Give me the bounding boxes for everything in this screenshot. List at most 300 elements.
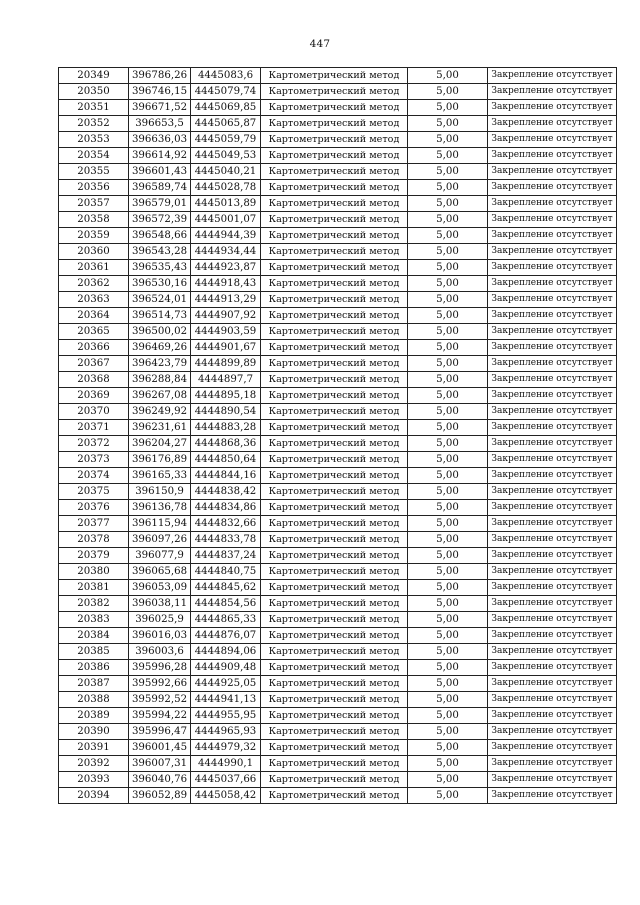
x-coordinate-cell: 396016,03 — [129, 628, 191, 644]
accuracy-cell: 5,00 — [408, 228, 488, 244]
method-cell: Картометрический метод — [261, 468, 408, 484]
accuracy-cell: 5,00 — [408, 100, 488, 116]
fixation-note-cell: Закрепление отсутствует — [488, 324, 617, 340]
accuracy-cell: 5,00 — [408, 404, 488, 420]
table-row — [59, 628, 617, 644]
y-coordinate-cell: 4444965,93 — [191, 724, 261, 740]
table-row — [59, 692, 617, 708]
fixation-note-cell: Закрепление отсутствует — [488, 724, 617, 740]
accuracy-cell: 5,00 — [408, 164, 488, 180]
point-number-cell: 20394 — [59, 788, 129, 804]
x-coordinate-cell: 396530,16 — [129, 276, 191, 292]
point-number-cell: 20375 — [59, 484, 129, 500]
point-number-cell: 20382 — [59, 596, 129, 612]
method-cell: Картометрический метод — [261, 404, 408, 420]
y-coordinate-cell: 4444865,33 — [191, 612, 261, 628]
accuracy-cell: 5,00 — [408, 212, 488, 228]
y-coordinate-cell: 4445083,6 — [191, 68, 261, 84]
table-row — [59, 564, 617, 580]
point-number-cell: 20386 — [59, 660, 129, 676]
accuracy-cell: 5,00 — [408, 676, 488, 692]
method-cell: Картометрический метод — [261, 596, 408, 612]
accuracy-cell: 5,00 — [408, 708, 488, 724]
method-cell: Картометрический метод — [261, 500, 408, 516]
method-cell: Картометрический метод — [261, 724, 408, 740]
fixation-note-cell: Закрепление отсутствует — [488, 356, 617, 372]
fixation-note-cell: Закрепление отсутствует — [488, 388, 617, 404]
accuracy-cell: 5,00 — [408, 452, 488, 468]
point-number-cell: 20380 — [59, 564, 129, 580]
fixation-note-cell: Закрепление отсутствует — [488, 164, 617, 180]
fixation-note-cell: Закрепление отсутствует — [488, 532, 617, 548]
x-coordinate-cell: 396636,03 — [129, 132, 191, 148]
method-cell: Картометрический метод — [261, 580, 408, 596]
point-number-cell: 20350 — [59, 84, 129, 100]
accuracy-cell: 5,00 — [408, 308, 488, 324]
y-coordinate-cell: 4444925,05 — [191, 676, 261, 692]
accuracy-cell: 5,00 — [408, 740, 488, 756]
point-number-cell: 20368 — [59, 372, 129, 388]
method-cell: Картометрический метод — [261, 68, 408, 84]
method-cell: Картометрический метод — [261, 772, 408, 788]
y-coordinate-cell: 4445079,74 — [191, 84, 261, 100]
coordinates-table — [58, 67, 617, 804]
point-number-cell: 20379 — [59, 548, 129, 564]
fixation-note-cell: Закрепление отсутствует — [488, 548, 617, 564]
coordinates-table-body — [59, 68, 617, 804]
point-number-cell: 20385 — [59, 644, 129, 660]
method-cell: Картометрический метод — [261, 708, 408, 724]
fixation-note-cell: Закрепление отсутствует — [488, 788, 617, 804]
point-number-cell: 20359 — [59, 228, 129, 244]
fixation-note-cell: Закрепление отсутствует — [488, 628, 617, 644]
method-cell: Картометрический метод — [261, 228, 408, 244]
table-row — [59, 612, 617, 628]
table-row — [59, 116, 617, 132]
accuracy-cell: 5,00 — [408, 356, 488, 372]
accuracy-cell: 5,00 — [408, 580, 488, 596]
point-number-cell: 20389 — [59, 708, 129, 724]
method-cell: Картометрический метод — [261, 612, 408, 628]
accuracy-cell: 5,00 — [408, 548, 488, 564]
x-coordinate-cell: 396003,6 — [129, 644, 191, 660]
point-number-cell: 20384 — [59, 628, 129, 644]
method-cell: Картометрический метод — [261, 740, 408, 756]
fixation-note-cell: Закрепление отсутствует — [488, 404, 617, 420]
table-row — [59, 260, 617, 276]
table-row — [59, 100, 617, 116]
y-coordinate-cell: 4445028,78 — [191, 180, 261, 196]
method-cell: Картометрический метод — [261, 84, 408, 100]
y-coordinate-cell: 4445065,87 — [191, 116, 261, 132]
fixation-note-cell: Закрепление отсутствует — [488, 148, 617, 164]
point-number-cell: 20371 — [59, 420, 129, 436]
y-coordinate-cell: 4444990,1 — [191, 756, 261, 772]
table-row — [59, 772, 617, 788]
table-row — [59, 180, 617, 196]
table-row — [59, 68, 617, 84]
fixation-note-cell: Закрепление отсутствует — [488, 500, 617, 516]
table-row — [59, 148, 617, 164]
fixation-note-cell: Закрепление отсутствует — [488, 212, 617, 228]
fixation-note-cell: Закрепление отсутствует — [488, 292, 617, 308]
fixation-note-cell: Закрепление отсутствует — [488, 580, 617, 596]
x-coordinate-cell: 396097,26 — [129, 532, 191, 548]
y-coordinate-cell: 4444923,87 — [191, 260, 261, 276]
y-coordinate-cell: 4444907,92 — [191, 308, 261, 324]
x-coordinate-cell: 396614,92 — [129, 148, 191, 164]
x-coordinate-cell: 396653,5 — [129, 116, 191, 132]
x-coordinate-cell: 396001,45 — [129, 740, 191, 756]
y-coordinate-cell: 4444840,75 — [191, 564, 261, 580]
x-coordinate-cell: 396136,78 — [129, 500, 191, 516]
point-number-cell: 20366 — [59, 340, 129, 356]
fixation-note-cell: Закрепление отсутствует — [488, 100, 617, 116]
method-cell: Картометрический метод — [261, 532, 408, 548]
method-cell: Картометрический метод — [261, 116, 408, 132]
point-number-cell: 20392 — [59, 756, 129, 772]
fixation-note-cell: Закрепление отсутствует — [488, 516, 617, 532]
x-coordinate-cell: 396786,26 — [129, 68, 191, 84]
point-number-cell: 20349 — [59, 68, 129, 84]
fixation-note-cell: Закрепление отсутствует — [488, 228, 617, 244]
fixation-note-cell: Закрепление отсутствует — [488, 116, 617, 132]
accuracy-cell: 5,00 — [408, 244, 488, 260]
point-number-cell: 20362 — [59, 276, 129, 292]
table-row — [59, 724, 617, 740]
method-cell: Картометрический метод — [261, 212, 408, 228]
accuracy-cell: 5,00 — [408, 324, 488, 340]
accuracy-cell: 5,00 — [408, 564, 488, 580]
y-coordinate-cell: 4444895,18 — [191, 388, 261, 404]
accuracy-cell: 5,00 — [408, 516, 488, 532]
point-number-cell: 20372 — [59, 436, 129, 452]
method-cell: Картометрический метод — [261, 660, 408, 676]
accuracy-cell: 5,00 — [408, 260, 488, 276]
x-coordinate-cell: 396249,92 — [129, 404, 191, 420]
y-coordinate-cell: 4444903,59 — [191, 324, 261, 340]
y-coordinate-cell: 4444844,16 — [191, 468, 261, 484]
y-coordinate-cell: 4445013,89 — [191, 196, 261, 212]
table-row — [59, 308, 617, 324]
point-number-cell: 20360 — [59, 244, 129, 260]
method-cell: Картометрический метод — [261, 676, 408, 692]
y-coordinate-cell: 4444901,67 — [191, 340, 261, 356]
accuracy-cell: 5,00 — [408, 756, 488, 772]
method-cell: Картометрический метод — [261, 692, 408, 708]
fixation-note-cell: Закрепление отсутствует — [488, 276, 617, 292]
fixation-note-cell: Закрепление отсутствует — [488, 68, 617, 84]
point-number-cell: 20374 — [59, 468, 129, 484]
point-number-cell: 20351 — [59, 100, 129, 116]
x-coordinate-cell: 395996,28 — [129, 660, 191, 676]
x-coordinate-cell: 396176,89 — [129, 452, 191, 468]
method-cell: Картометрический метод — [261, 308, 408, 324]
y-coordinate-cell: 4444913,29 — [191, 292, 261, 308]
fixation-note-cell: Закрепление отсутствует — [488, 420, 617, 436]
accuracy-cell: 5,00 — [408, 628, 488, 644]
table-row — [59, 740, 617, 756]
y-coordinate-cell: 4445059,79 — [191, 132, 261, 148]
table-row — [59, 644, 617, 660]
point-number-cell: 20378 — [59, 532, 129, 548]
table-row — [59, 580, 617, 596]
x-coordinate-cell: 396115,94 — [129, 516, 191, 532]
point-number-cell: 20390 — [59, 724, 129, 740]
y-coordinate-cell: 4444838,42 — [191, 484, 261, 500]
accuracy-cell: 5,00 — [408, 84, 488, 100]
fixation-note-cell: Закрепление отсутствует — [488, 372, 617, 388]
method-cell: Картометрический метод — [261, 628, 408, 644]
page-number: 447 — [309, 38, 331, 50]
accuracy-cell: 5,00 — [408, 420, 488, 436]
point-number-cell: 20370 — [59, 404, 129, 420]
y-coordinate-cell: 4444834,86 — [191, 500, 261, 516]
method-cell: Картометрический метод — [261, 516, 408, 532]
table-row — [59, 244, 617, 260]
table-row — [59, 500, 617, 516]
fixation-note-cell: Закрепление отсутствует — [488, 708, 617, 724]
x-coordinate-cell: 395996,47 — [129, 724, 191, 740]
fixation-note-cell: Закрепление отсутствует — [488, 772, 617, 788]
method-cell: Картометрический метод — [261, 244, 408, 260]
method-cell: Картометрический метод — [261, 164, 408, 180]
accuracy-cell: 5,00 — [408, 116, 488, 132]
table-row — [59, 196, 617, 212]
accuracy-cell: 5,00 — [408, 532, 488, 548]
x-coordinate-cell: 396589,74 — [129, 180, 191, 196]
accuracy-cell: 5,00 — [408, 68, 488, 84]
x-coordinate-cell: 396165,33 — [129, 468, 191, 484]
fixation-note-cell: Закрепление отсутствует — [488, 564, 617, 580]
y-coordinate-cell: 4444854,56 — [191, 596, 261, 612]
accuracy-cell: 5,00 — [408, 276, 488, 292]
method-cell: Картометрический метод — [261, 196, 408, 212]
fixation-note-cell: Закрепление отсутствует — [488, 484, 617, 500]
method-cell: Картометрический метод — [261, 356, 408, 372]
point-number-cell: 20393 — [59, 772, 129, 788]
table-row — [59, 596, 617, 612]
accuracy-cell: 5,00 — [408, 196, 488, 212]
accuracy-cell: 5,00 — [408, 388, 488, 404]
y-coordinate-cell: 4444890,54 — [191, 404, 261, 420]
point-number-cell: 20352 — [59, 116, 129, 132]
method-cell: Картометрический метод — [261, 420, 408, 436]
y-coordinate-cell: 4445058,42 — [191, 788, 261, 804]
x-coordinate-cell: 396025,9 — [129, 612, 191, 628]
y-coordinate-cell: 4444894,06 — [191, 644, 261, 660]
point-number-cell: 20369 — [59, 388, 129, 404]
y-coordinate-cell: 4444934,44 — [191, 244, 261, 260]
accuracy-cell: 5,00 — [408, 468, 488, 484]
point-number-cell: 20363 — [59, 292, 129, 308]
table-row — [59, 228, 617, 244]
table-row — [59, 132, 617, 148]
table-row — [59, 548, 617, 564]
method-cell: Картометрический метод — [261, 100, 408, 116]
method-cell: Картометрический метод — [261, 372, 408, 388]
accuracy-cell: 5,00 — [408, 724, 488, 740]
fixation-note-cell: Закрепление отсутствует — [488, 612, 617, 628]
accuracy-cell: 5,00 — [408, 180, 488, 196]
y-coordinate-cell: 4444833,78 — [191, 532, 261, 548]
point-number-cell: 20355 — [59, 164, 129, 180]
x-coordinate-cell: 396514,73 — [129, 308, 191, 324]
x-coordinate-cell: 396579,01 — [129, 196, 191, 212]
point-number-cell: 20383 — [59, 612, 129, 628]
table-row — [59, 468, 617, 484]
fixation-note-cell: Закрепление отсутствует — [488, 756, 617, 772]
point-number-cell: 20373 — [59, 452, 129, 468]
y-coordinate-cell: 4444899,89 — [191, 356, 261, 372]
fixation-note-cell: Закрепление отсутствует — [488, 84, 617, 100]
method-cell: Картометрический метод — [261, 756, 408, 772]
table-row — [59, 436, 617, 452]
y-coordinate-cell: 4444850,64 — [191, 452, 261, 468]
fixation-note-cell: Закрепление отсутствует — [488, 196, 617, 212]
x-coordinate-cell: 396204,27 — [129, 436, 191, 452]
table-row — [59, 276, 617, 292]
method-cell: Картометрический метод — [261, 148, 408, 164]
method-cell: Картометрический метод — [261, 180, 408, 196]
accuracy-cell: 5,00 — [408, 372, 488, 388]
x-coordinate-cell: 396150,9 — [129, 484, 191, 500]
x-coordinate-cell: 396065,68 — [129, 564, 191, 580]
x-coordinate-cell: 396543,28 — [129, 244, 191, 260]
y-coordinate-cell: 4445049,53 — [191, 148, 261, 164]
accuracy-cell: 5,00 — [408, 788, 488, 804]
method-cell: Картометрический метод — [261, 292, 408, 308]
x-coordinate-cell: 396040,76 — [129, 772, 191, 788]
point-number-cell: 20354 — [59, 148, 129, 164]
fixation-note-cell: Закрепление отсутствует — [488, 244, 617, 260]
accuracy-cell: 5,00 — [408, 772, 488, 788]
x-coordinate-cell: 396524,01 — [129, 292, 191, 308]
fixation-note-cell: Закрепление отсутствует — [488, 676, 617, 692]
x-coordinate-cell: 396231,61 — [129, 420, 191, 436]
y-coordinate-cell: 4444955,95 — [191, 708, 261, 724]
point-number-cell: 20376 — [59, 500, 129, 516]
method-cell: Картометрический метод — [261, 564, 408, 580]
method-cell: Картометрический метод — [261, 644, 408, 660]
y-coordinate-cell: 4445037,66 — [191, 772, 261, 788]
accuracy-cell: 5,00 — [408, 660, 488, 676]
table-row — [59, 516, 617, 532]
point-number-cell: 20388 — [59, 692, 129, 708]
table-row — [59, 292, 617, 308]
table-row — [59, 84, 617, 100]
accuracy-cell: 5,00 — [408, 596, 488, 612]
fixation-note-cell: Закрепление отсутствует — [488, 468, 617, 484]
accuracy-cell: 5,00 — [408, 612, 488, 628]
table-row — [59, 660, 617, 676]
point-number-cell: 20387 — [59, 676, 129, 692]
y-coordinate-cell: 4445001,07 — [191, 212, 261, 228]
method-cell: Картометрический метод — [261, 484, 408, 500]
x-coordinate-cell: 395992,66 — [129, 676, 191, 692]
fixation-note-cell: Закрепление отсутствует — [488, 452, 617, 468]
point-number-cell: 20365 — [59, 324, 129, 340]
table-row — [59, 356, 617, 372]
table-row — [59, 420, 617, 436]
point-number-cell: 20357 — [59, 196, 129, 212]
method-cell: Картометрический метод — [261, 276, 408, 292]
point-number-cell: 20361 — [59, 260, 129, 276]
y-coordinate-cell: 4444909,48 — [191, 660, 261, 676]
fixation-note-cell: Закрепление отсутствует — [488, 740, 617, 756]
accuracy-cell: 5,00 — [408, 132, 488, 148]
table-row — [59, 532, 617, 548]
y-coordinate-cell: 4444868,36 — [191, 436, 261, 452]
table-row — [59, 388, 617, 404]
y-coordinate-cell: 4444979,32 — [191, 740, 261, 756]
table-row — [59, 372, 617, 388]
y-coordinate-cell: 4444918,43 — [191, 276, 261, 292]
x-coordinate-cell: 396077,9 — [129, 548, 191, 564]
table-row — [59, 708, 617, 724]
accuracy-cell: 5,00 — [408, 292, 488, 308]
fixation-note-cell: Закрепление отсутствует — [488, 660, 617, 676]
y-coordinate-cell: 4444837,24 — [191, 548, 261, 564]
accuracy-cell: 5,00 — [408, 340, 488, 356]
accuracy-cell: 5,00 — [408, 500, 488, 516]
fixation-note-cell: Закрепление отсутствует — [488, 436, 617, 452]
point-number-cell: 20377 — [59, 516, 129, 532]
point-number-cell: 20381 — [59, 580, 129, 596]
method-cell: Картометрический метод — [261, 788, 408, 804]
x-coordinate-cell: 395992,52 — [129, 692, 191, 708]
table-row — [59, 340, 617, 356]
x-coordinate-cell: 396053,09 — [129, 580, 191, 596]
table-row — [59, 788, 617, 804]
point-number-cell: 20358 — [59, 212, 129, 228]
y-coordinate-cell: 4445069,85 — [191, 100, 261, 116]
y-coordinate-cell: 4444832,66 — [191, 516, 261, 532]
x-coordinate-cell: 396671,52 — [129, 100, 191, 116]
table-row — [59, 324, 617, 340]
accuracy-cell: 5,00 — [408, 148, 488, 164]
table-row — [59, 676, 617, 692]
x-coordinate-cell: 396469,26 — [129, 340, 191, 356]
fixation-note-cell: Закрепление отсутствует — [488, 692, 617, 708]
x-coordinate-cell: 396423,79 — [129, 356, 191, 372]
method-cell: Картометрический метод — [261, 260, 408, 276]
y-coordinate-cell: 4444876,07 — [191, 628, 261, 644]
table-row — [59, 164, 617, 180]
fixation-note-cell: Закрепление отсутствует — [488, 308, 617, 324]
y-coordinate-cell: 4444944,39 — [191, 228, 261, 244]
method-cell: Картометрический метод — [261, 452, 408, 468]
fixation-note-cell: Закрепление отсутствует — [488, 180, 617, 196]
accuracy-cell: 5,00 — [408, 436, 488, 452]
x-coordinate-cell: 396038,11 — [129, 596, 191, 612]
x-coordinate-cell: 396267,08 — [129, 388, 191, 404]
y-coordinate-cell: 4444941,13 — [191, 692, 261, 708]
x-coordinate-cell: 396548,66 — [129, 228, 191, 244]
table-row — [59, 756, 617, 772]
x-coordinate-cell: 396601,43 — [129, 164, 191, 180]
point-number-cell: 20353 — [59, 132, 129, 148]
x-coordinate-cell: 396535,43 — [129, 260, 191, 276]
x-coordinate-cell: 396572,39 — [129, 212, 191, 228]
fixation-note-cell: Закрепление отсутствует — [488, 340, 617, 356]
table-row — [59, 452, 617, 468]
fixation-note-cell: Закрепление отсутствует — [488, 644, 617, 660]
point-number-cell: 20367 — [59, 356, 129, 372]
fixation-note-cell: Закрепление отсутствует — [488, 260, 617, 276]
x-coordinate-cell: 396500,02 — [129, 324, 191, 340]
fixation-note-cell: Закрепление отсутствует — [488, 596, 617, 612]
